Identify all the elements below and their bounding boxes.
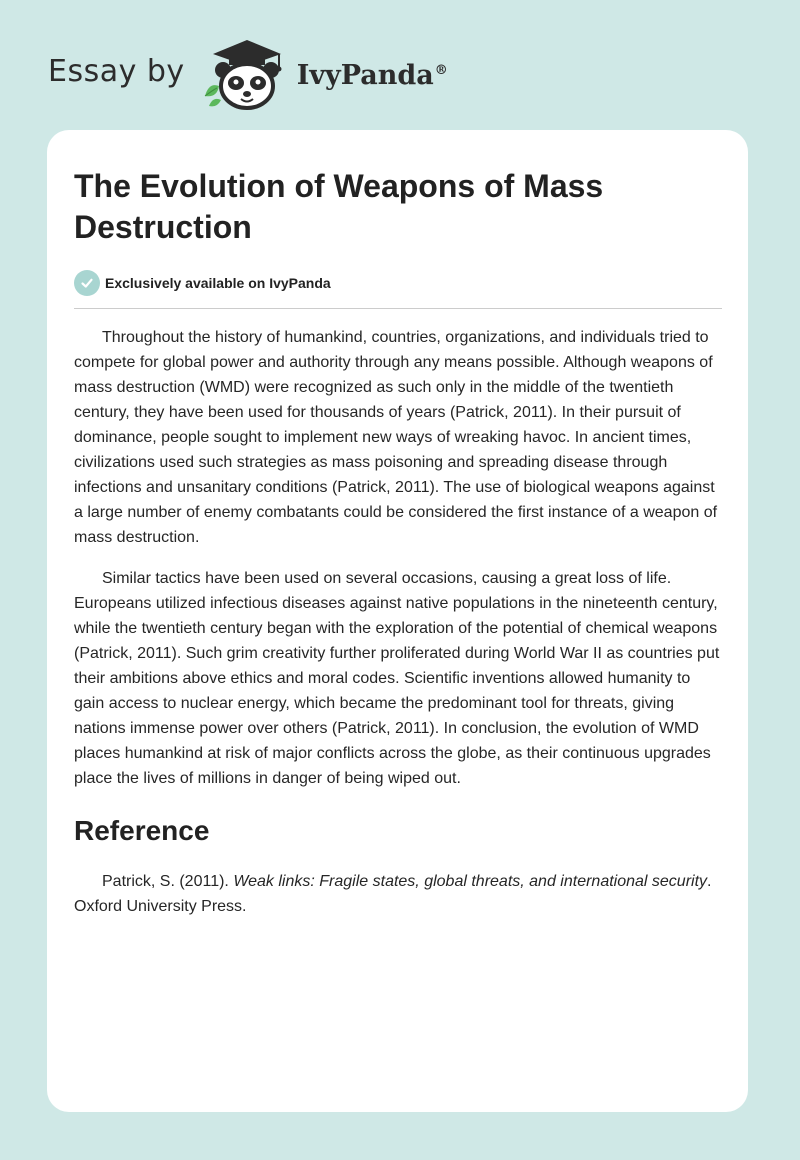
reference-authors: Patrick, S. (2011). (102, 873, 234, 890)
reference-title: Weak links: Fragile states, global threats, and international security (233, 873, 708, 890)
reference-publisher: . Oxford University Press. (74, 873, 712, 915)
reference-entry (74, 869, 722, 919)
brand-name: IvyPanda® (296, 59, 448, 91)
site-logo[interactable] (48, 36, 448, 112)
panda-mascot-icon (199, 36, 295, 112)
essay-card (47, 130, 748, 1112)
paragraph-2: Similar tactics have been used on several occasions, causing a great loss of life. Europeans utilized infectious diseases against native populations in the nineteenth century, while the twentieth century began with the exploration of the potential of chemical weapons (Patrick, 2011). Such grim creativity further proliferated during World War II as countries put their ambitions above ethics and moral codes. Scientific inventions allowed humanity to gain access to nuclear energy, which became the predominant tool for threats, giving nations immense power over others (Patrick, 2011). In conclusion, the evolution of WMD places humankind at risk of major conflicts across the globe, as their continuous upgrades place the lives of millions in danger of being wiped out. (74, 570, 720, 787)
essay-title: The Evolution of Weapons of Mass Destruction (74, 168, 604, 245)
paragraph-1: Throughout the history of humankind, countries, organizations, and individuals tried to compete for global power and authority through any means possible. Although weapons of mass destruction (WMD) were recognized as such only in the middle of the twentieth century, they have been used for thousands of years (Patrick, 2011). In their pursuit of dominance, people sought to implement new ways of wreaking havoc. In ancient times, civilizations used such strategies as mass poisoning and spreading disease through infections and unsanitary conditions (Patrick, 2011). The use of biological weapons against a large number of enemy combatants could be considered the first instance of a weapon of mass destruction. (74, 329, 718, 546)
essay-by-label: Essay by (48, 53, 185, 89)
checkmark-icon (74, 270, 100, 296)
exclusive-badge (74, 268, 722, 298)
badge-text: Exclusively available on IvyPanda (105, 275, 331, 291)
reference-heading: Reference (74, 815, 210, 846)
divider (74, 308, 722, 309)
registered-mark: ® (434, 62, 448, 78)
